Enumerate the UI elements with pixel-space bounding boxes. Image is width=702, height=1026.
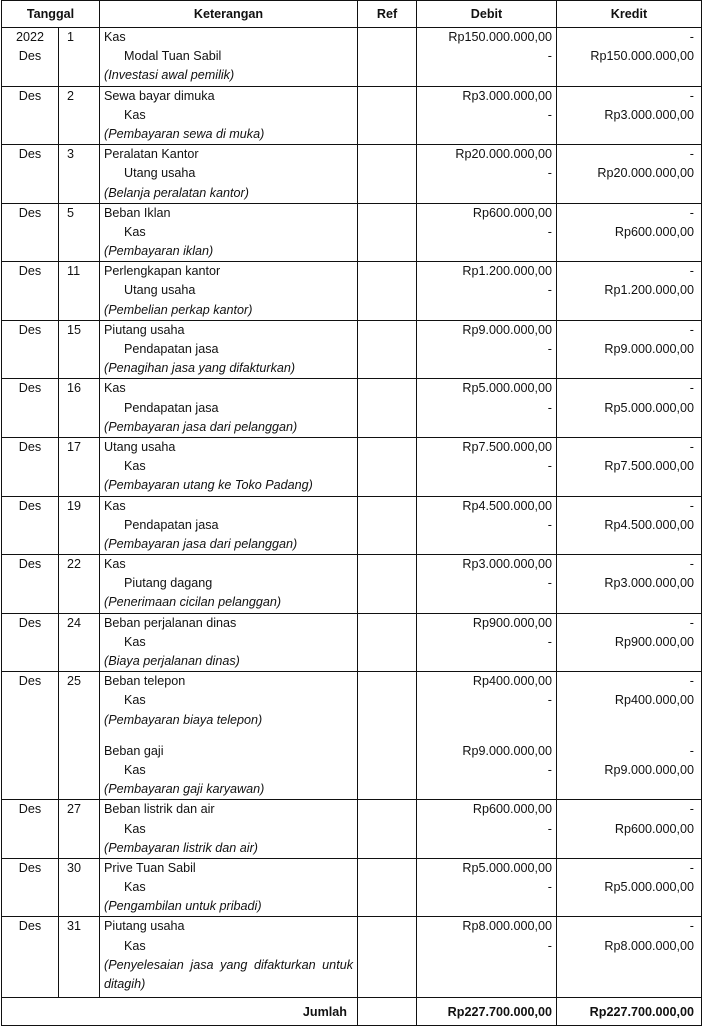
day-text: 31 (67, 919, 82, 934)
description-cell (100, 145, 358, 204)
debit-account: Kas (104, 30, 126, 44)
debit-account: Kas (104, 381, 126, 396)
description-cell (100, 379, 358, 438)
total-row (2, 998, 702, 1026)
ref-cell (358, 998, 417, 1026)
credit-account: Kas (124, 224, 146, 239)
credit-dash: - (689, 615, 694, 630)
credit-dash: - (689, 30, 694, 44)
credit-amount: Rp900.000,00 (614, 634, 694, 649)
debit-dash: - (547, 49, 552, 64)
credit-cell (557, 320, 702, 379)
ref-cell (358, 203, 417, 262)
credit-amount: Rp8.000.000,00 (604, 938, 694, 953)
month-text: Des (18, 88, 42, 103)
credit-dash: - (689, 264, 694, 279)
credit-amount: Rp150.000.000,00 (590, 49, 694, 64)
description-cell (100, 672, 358, 800)
day-cell (59, 672, 100, 800)
credit-cell (557, 555, 702, 614)
year-text: 2022 (15, 30, 45, 44)
month-text: Des (18, 498, 42, 513)
credit-cell (557, 496, 702, 555)
debit-dash: - (547, 821, 552, 836)
ref-cell (358, 800, 417, 859)
entry-note: (Belanja peralatan kantor) (104, 185, 249, 200)
ref-cell (358, 555, 417, 614)
debit-amount: Rp3.000.000,00 (462, 557, 552, 572)
day-text: 15 (67, 322, 82, 337)
month-cell (2, 800, 59, 859)
day-cell (59, 800, 100, 859)
header-tanggal: Tanggal (2, 1, 100, 28)
credit-amount: Rp5.000.000,00 (604, 880, 694, 895)
debit-cell (417, 672, 557, 800)
debit-amount: Rp400.000,00 (472, 674, 552, 689)
day-text: 24 (67, 615, 82, 630)
month-cell (2, 203, 59, 262)
debit-cell (417, 917, 557, 998)
credit-account: Utang usaha (124, 283, 196, 298)
credit-amount: Rp20.000.000,00 (597, 166, 694, 181)
credit-account: Piutang dagang (124, 576, 213, 591)
table-row (2, 858, 702, 917)
debit-amount: Rp9.000.000,00 (462, 743, 552, 758)
day-text: 3 (67, 147, 75, 162)
debit-account: Sewa bayar dimuka (104, 88, 215, 103)
debit-dash: - (547, 166, 552, 181)
table-row (2, 262, 702, 321)
day-text: 19 (67, 498, 82, 513)
credit-amount: Rp600.000,00 (614, 821, 694, 836)
day-cell (59, 379, 100, 438)
month-text: Des (18, 264, 42, 279)
debit-dash: - (547, 693, 552, 708)
month-text: Des (18, 381, 42, 396)
debit-account: Kas (104, 557, 126, 572)
debit-cell (417, 555, 557, 614)
debit-cell (417, 203, 557, 262)
table-row (2, 555, 702, 614)
debit-amount: Rp3.000.000,00 (462, 88, 552, 103)
debit-account: Beban telepon (104, 674, 186, 689)
debit-amount: Rp5.000.000,00 (462, 860, 552, 875)
debit-amount: Rp9.000.000,00 (462, 322, 552, 337)
credit-dash: - (689, 381, 694, 396)
day-text: 30 (67, 860, 82, 875)
credit-account: Modal Tuan Sabil (124, 49, 222, 64)
ref-cell (358, 379, 417, 438)
month-text: Des (18, 205, 42, 220)
debit-amount: Rp600.000,00 (472, 802, 552, 817)
ref-cell (358, 320, 417, 379)
day-text: 11 (67, 264, 81, 279)
credit-dash: - (689, 557, 694, 572)
credit-amount: Rp3.000.000,00 (604, 107, 694, 122)
month-cell (2, 28, 59, 87)
table-row (2, 672, 702, 800)
day-text: 2 (67, 88, 75, 103)
debit-amount: Rp600.000,00 (472, 205, 552, 220)
credit-cell (557, 28, 702, 87)
credit-account: Kas (124, 693, 146, 708)
entry-note: (Pembayaran iklan) (104, 244, 214, 259)
month-text: Des (18, 439, 42, 454)
entry-note: (Penerimaan cicilan pelanggan) (104, 595, 282, 610)
credit-amount: Rp1.200.000,00 (604, 283, 694, 298)
month-text: Des (18, 674, 42, 689)
description-cell (100, 496, 358, 555)
credit-amount: Rp5.000.000,00 (604, 400, 694, 415)
credit-dash: - (689, 860, 694, 875)
entry-note: (Penyelesaian jasa yang difakturkan untuk ditagih) (104, 957, 353, 992)
debit-cell (417, 858, 557, 917)
debit-amount: Rp1.200.000,00 (462, 264, 552, 279)
credit-cell (557, 203, 702, 262)
credit-account: Kas (124, 821, 146, 836)
day-cell (59, 145, 100, 204)
credit-amount: Rp3.000.000,00 (604, 576, 694, 591)
debit-cell (417, 496, 557, 555)
ref-cell (358, 437, 417, 496)
table-row (2, 917, 702, 998)
ref-cell (358, 496, 417, 555)
debit-dash: - (547, 938, 552, 953)
credit-dash: - (689, 674, 694, 689)
day-cell (59, 262, 100, 321)
table-row (2, 320, 702, 379)
month-text: Des (18, 322, 42, 337)
table-row (2, 800, 702, 859)
day-text: 1 (67, 30, 75, 44)
day-cell (59, 28, 100, 87)
entry-note: (Pembayaran sewa di muka) (104, 126, 265, 141)
entry-note: (Pembayaran jasa dari pelanggan) (104, 419, 298, 434)
table-row (2, 496, 702, 555)
debit-account: Beban perjalanan dinas (104, 615, 237, 630)
debit-dash: - (547, 634, 552, 649)
credit-cell (557, 800, 702, 859)
day-text: 27 (67, 802, 82, 817)
header-ref: Ref (358, 1, 417, 28)
debit-account: Prive Tuan Sabil (104, 860, 196, 875)
journal-table (1, 0, 702, 1026)
debit-account: Piutang usaha (104, 919, 185, 934)
debit-account: Beban listrik dan air (104, 802, 215, 817)
debit-account: Kas (104, 498, 126, 513)
debit-amount: Rp900.000,00 (472, 615, 552, 630)
debit-amount: Rp4.500.000,00 (462, 498, 552, 513)
description-cell (100, 555, 358, 614)
day-text: 25 (67, 674, 82, 689)
debit-dash: - (547, 400, 552, 415)
month-cell (2, 917, 59, 998)
month-cell (2, 672, 59, 800)
debit-cell (417, 437, 557, 496)
month-text: Des (18, 147, 42, 162)
debit-account: Beban Iklan (104, 205, 171, 220)
credit-account: Kas (124, 107, 146, 122)
month-cell (2, 262, 59, 321)
credit-account: Pendapatan jasa (124, 400, 219, 415)
day-cell (59, 917, 100, 998)
credit-cell (557, 613, 702, 672)
debit-dash: - (547, 459, 552, 474)
table-row (2, 437, 702, 496)
credit-dash: - (689, 439, 694, 454)
table-row (2, 203, 702, 262)
description-cell (100, 86, 358, 145)
entry-note: (Penagihan jasa yang difakturkan) (104, 361, 296, 376)
debit-dash: - (547, 224, 552, 239)
credit-dash: - (689, 88, 694, 103)
header-keterangan: Keterangan (100, 1, 358, 28)
month-cell (2, 496, 59, 555)
ref-cell (358, 145, 417, 204)
debit-account: Perlengkapan kantor (104, 264, 221, 279)
day-cell (59, 86, 100, 145)
month-text: Des (18, 615, 42, 630)
credit-account: Kas (124, 938, 146, 953)
month-cell (2, 86, 59, 145)
month-cell (2, 379, 59, 438)
debit-account: Beban gaji (104, 743, 164, 758)
header-debit: Debit (417, 1, 557, 28)
header-kredit: Kredit (557, 1, 702, 28)
table-row (2, 379, 702, 438)
month-cell (2, 320, 59, 379)
description-cell (100, 203, 358, 262)
ref-cell (358, 672, 417, 800)
credit-dash: - (689, 802, 694, 817)
entry-note: (Biaya perjalanan dinas) (104, 654, 240, 668)
month-cell (2, 555, 59, 614)
total-debit: Rp227.700.000,00 (417, 998, 557, 1026)
day-text: 17 (67, 439, 82, 454)
credit-cell (557, 858, 702, 917)
credit-cell (557, 379, 702, 438)
credit-amount: Rp7.500.000,00 (604, 459, 694, 474)
entry-note: (Pembayaran gaji karyawan) (104, 782, 265, 797)
description-cell (100, 437, 358, 496)
table-row (2, 145, 702, 204)
debit-cell (417, 145, 557, 204)
debit-dash: - (547, 880, 552, 895)
credit-cell (557, 672, 702, 800)
description-cell (100, 917, 358, 998)
description-cell (100, 613, 358, 672)
credit-amount: Rp9.000.000,00 (604, 762, 694, 777)
day-cell (59, 203, 100, 262)
entry-note: (Investasi awal pemilik) (104, 68, 235, 83)
description-cell (100, 28, 358, 87)
month-text: Des (18, 919, 42, 934)
entry-note: (Pembayaran listrik dan air) (104, 840, 258, 855)
debit-dash: - (547, 762, 552, 777)
header-row (2, 1, 702, 28)
debit-account: Peralatan Kantor (104, 147, 199, 162)
entry-note: (Pembelian perkap kantor) (104, 302, 253, 317)
debit-cell (417, 379, 557, 438)
debit-dash: - (547, 342, 552, 356)
debit-amount: Rp20.000.000,00 (455, 147, 552, 162)
debit-cell (417, 262, 557, 321)
description-cell (100, 858, 358, 917)
day-cell (59, 858, 100, 917)
month-text: Des (18, 802, 42, 817)
day-text: 16 (67, 381, 82, 396)
entry-note: (Pembayaran jasa dari pelanggan) (104, 536, 298, 551)
credit-cell (557, 262, 702, 321)
table-row (2, 86, 702, 145)
total-credit: Rp227.700.000,00 (557, 998, 702, 1026)
credit-amount: Rp9.000.000,00 (604, 342, 694, 356)
credit-account: Utang usaha (124, 166, 196, 181)
debit-cell (417, 613, 557, 672)
day-text: 5 (67, 205, 75, 220)
month-cell (2, 145, 59, 204)
debit-account: Utang usaha (104, 439, 176, 454)
description-cell (100, 262, 358, 321)
description-cell (100, 320, 358, 379)
debit-dash: - (547, 576, 552, 591)
ref-cell (358, 86, 417, 145)
credit-dash: - (689, 322, 694, 337)
day-cell (59, 437, 100, 496)
day-text: 22 (67, 557, 82, 572)
credit-cell (557, 917, 702, 998)
credit-dash: - (689, 743, 694, 758)
debit-account: Piutang usaha (104, 322, 185, 337)
month-cell (2, 437, 59, 496)
day-cell (59, 496, 100, 555)
ref-cell (358, 613, 417, 672)
month-text: Des (18, 49, 42, 64)
credit-dash: - (689, 147, 694, 162)
entry-note: (Pembayaran biaya telepon) (104, 712, 263, 727)
day-cell (59, 555, 100, 614)
total-label: Jumlah (2, 998, 358, 1026)
credit-cell (557, 145, 702, 204)
ref-cell (358, 262, 417, 321)
ref-cell (358, 858, 417, 917)
debit-cell (417, 86, 557, 145)
month-text: Des (18, 860, 42, 875)
debit-cell (417, 800, 557, 859)
debit-amount: Rp150.000.000,00 (448, 30, 552, 44)
debit-amount: Rp5.000.000,00 (462, 381, 552, 396)
month-text: Des (18, 557, 42, 572)
debit-cell (417, 320, 557, 379)
credit-amount: Rp4.500.000,00 (604, 517, 694, 532)
credit-dash: - (689, 205, 694, 220)
credit-amount: Rp600.000,00 (614, 224, 694, 239)
entry-note: (Pengambilan untuk pribadi) (104, 899, 262, 914)
ref-cell (358, 28, 417, 87)
month-cell (2, 613, 59, 672)
credit-account: Pendapatan jasa (124, 342, 219, 356)
credit-cell (557, 86, 702, 145)
day-cell (59, 320, 100, 379)
credit-account: Kas (124, 459, 146, 474)
table-row (2, 613, 702, 672)
debit-amount: Rp7.500.000,00 (462, 439, 552, 454)
credit-cell (557, 437, 702, 496)
credit-account: Kas (124, 762, 146, 777)
credit-amount: Rp400.000,00 (614, 693, 694, 708)
debit-dash: - (547, 517, 552, 532)
debit-cell (417, 28, 557, 87)
credit-dash: - (689, 919, 694, 934)
credit-account: Pendapatan jasa (124, 517, 219, 532)
debit-amount: Rp8.000.000,00 (462, 919, 552, 934)
debit-dash: - (547, 283, 552, 298)
description-cell (100, 800, 358, 859)
credit-dash: - (689, 498, 694, 513)
ref-cell (358, 917, 417, 998)
entry-note: (Pembayaran utang ke Toko Padang) (104, 478, 313, 493)
table-row (2, 28, 702, 87)
debit-dash: - (547, 107, 552, 122)
credit-account: Kas (124, 634, 146, 649)
month-cell (2, 858, 59, 917)
credit-account: Kas (124, 880, 146, 895)
day-cell (59, 613, 100, 672)
